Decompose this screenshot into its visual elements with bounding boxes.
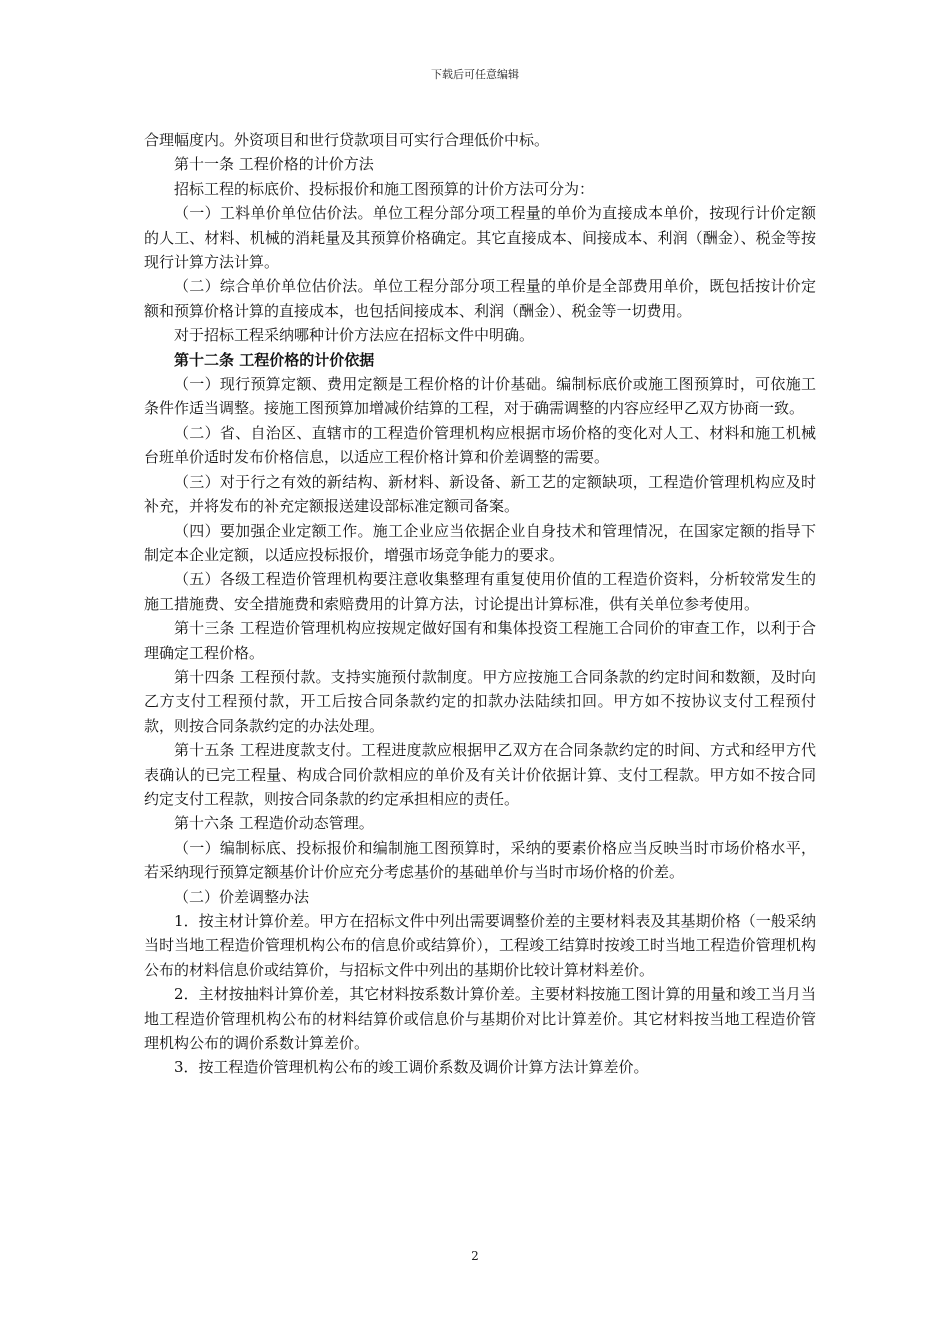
paragraph: （二）综合单价单位估价法。单位工程分部分项工程量的单价是全部费用单价，既包括按计价定额和预算价格计算的直接成本，也包括间接成本、利润（酬金）、税金等一切费用。 (144, 277, 816, 320)
paragraph: （一）现行预算定额、费用定额是工程价格的计价基础。编制标底价或施工图预算时，可依施工条件作适当调整。接施工图预算加增减价结算的工程，对于确需调整的内容应经甲乙双方协商一致。 (144, 375, 816, 418)
paragraph: （二）价差调整办法 (174, 887, 310, 906)
paragraph: 3．按工程造价管理机构公布的竣工调价系数及调价计算方法计算差价。 (174, 1058, 649, 1077)
paragraph: （五）各级工程造价管理机构要注意收集整理有重复使用价值的工程造价资料，分析较常发生的施工措施费、安全措施费和索赔费用的计算方法，讨论提出计算标准，供有关单位参考使用。 (144, 570, 816, 613)
paragraph: 招标工程的标底价、投标报价和施工图预算的计价方法可分为： (174, 179, 595, 198)
paragraph: （四）要加强企业定额工作。施工企业应当依据企业自身技术和管理情况，在国家定额的指导下制定本企业定额，以适应投标报价，增强市场竞争能力的要求。 (144, 521, 816, 564)
document-body (144, 128, 816, 1080)
paragraph: 第十四条 工程预付款。支持实施预付款制度。甲方应按施工合同条款的约定时间和数额，及时向乙方支付工程预付款，开工后按合同条款约定的扣款办法陆续扣回。甲方如不按协议支付工程预付款，则按合同条款约定的办法处理。 (144, 667, 816, 735)
section-heading: 第十二条 工程价格的计价依据 (174, 350, 375, 369)
paragraph: 第十三条 工程造价管理机构应按规定做好国有和集体投资工程施工合同价的审查工作，以利于合理确定工程价格。 (144, 619, 816, 662)
paragraph: 2．主材按抽料计算价差，其它材料按系数计算价差。主要材料按施工图计算的用量和竣工当月当地工程造价管理机构公布的材料结算价或信息价与基期价对比计算差价。其它材料按当地工程造价管理机构公布的调价系数计算差价。 (144, 985, 816, 1053)
paragraph: （二）省、自治区、直辖市的工程造价管理机构应根据市场价格的变化对人工、材料和施工机械台班单价适时发布价格信息，以适应工程价格计算和价差调整的需要。 (144, 423, 816, 467)
page-number: 2 (471, 1249, 479, 1263)
paragraph: 第十一条 工程价格的计价方法 (174, 155, 374, 174)
paragraph: 对于招标工程采纳哪种计价方法应在招标文件中明确。 (174, 326, 535, 345)
paragraph: （三）对于行之有效的新结构、新材料、新设备、新工艺的定额缺项，工程造价管理机构应及时补充，并将发布的补充定额报送建设部标准定额司备案。 (144, 472, 816, 516)
paragraph: 第十五条 工程进度款支付。工程进度款应根据甲乙双方在合同条款约定的时间、方式和经甲方代表确认的已完工程量、构成合同价款相应的单价及有关计价依据计算、支付工程款。甲方如不按合同约定支付工程款，则按合同条款的约定承担相应的责任。 (144, 741, 816, 808)
page-header: 下载后可任意编辑 (431, 68, 519, 81)
paragraph: 合理幅度内。外资项目和世行贷款项目可实行合理低价中标。 (144, 131, 550, 149)
paragraph: （一）工料单价单位估价法。单位工程分部分项工程量的单价为直接成本单价，按现行计价定额的人工、材料、机械的消耗量及其预算价格确定。其它直接成本、间接成本、利润（酬金）、税金等按现行计算方法计算。 (144, 204, 816, 272)
paragraph: 第十六条 工程造价动态管理。 (174, 814, 374, 833)
paragraph: （一）编制标底、投标报价和编制施工图预算时，采纳的要素价格应当反映当时市场价格水平，若采纳现行预算定额基价计价应充分考虑基价的基础单价与当时市场价格的价差。 (144, 838, 816, 882)
paragraph: 1．按主材计算价差。甲方在招标文件中列出需要调整价差的主要材料表及其基期价格（一般采纳当时当地工程造价管理机构公布的信息价或结算价），工程竣工结算时按竣工时当地工程造价管理机构公布的材料信息价或结算价，与招标文件中列出的基期价比较计算材料差价。 (144, 912, 816, 979)
